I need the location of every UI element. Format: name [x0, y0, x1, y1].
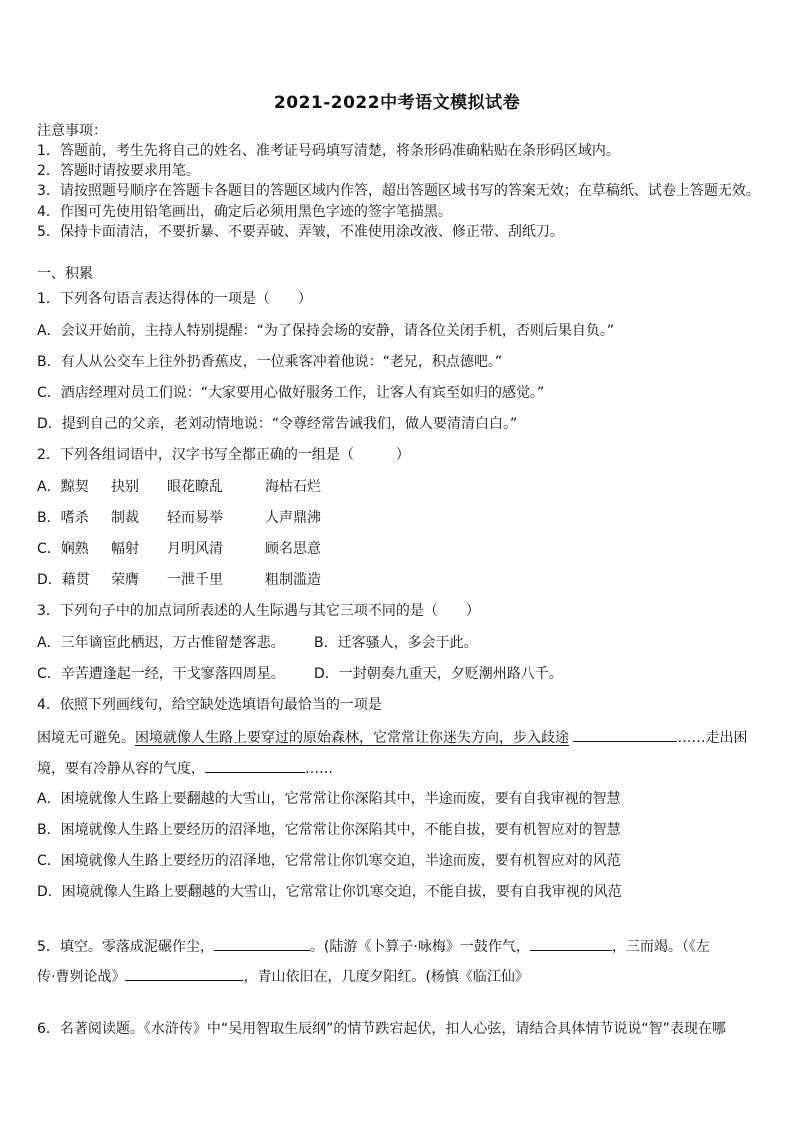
q2-a-word-3: 眼花瞭乱	[167, 479, 223, 495]
q4-underlined-sentence: 困境就像人生路上要穿过的原始森林，它常常让你迷失方向，步入歧途	[135, 730, 569, 746]
q3-option-a: A．三年谪宦此栖迟，万古惟留楚客悲。	[37, 635, 285, 651]
q2-d-word-1: D．藉贯	[37, 572, 90, 588]
notice-item-2: 2．答题时请按要求用笔。	[37, 163, 200, 179]
q2-c-word-3: 月明风清	[167, 541, 223, 557]
q4-blank-2	[205, 758, 305, 773]
q4-blank-1	[573, 727, 677, 742]
notice-heading: 注意事项：	[37, 123, 107, 139]
notice-item-3: 3．请按照题号顺序在答题卡各题目的答题区域内作答，超出答题区域书写的答案无效；在草稿纸、试卷上答题无效。	[37, 183, 760, 199]
q2-c-word-2: 幅射	[111, 541, 139, 557]
q2-stem: 2．下列各组词语中，汉字书写全都正确的一组是（ ）	[37, 447, 410, 463]
q2-d-word-3: 一泄千里	[167, 572, 223, 588]
q1-option-c: C．酒店经理对员工们说：“大家要用心做好服务工作，让客人有宾至如归的感觉。”	[37, 385, 545, 401]
q2-a-word-1: A．黥契	[37, 479, 89, 495]
q2-a-word-2: 抉别	[111, 479, 139, 495]
exam-title: 2021-2022中考语文模拟试卷	[273, 93, 521, 113]
q4-line2-text: 境，要有冷静从容的气度，	[37, 761, 205, 777]
q2-b-word-3: 轻而易举	[167, 510, 223, 526]
q4-option-b: B．困境就像人生路上要经历的沼泽地，它常常让你深陷其中，不能自拔，要有机智应对的智慧	[37, 822, 621, 838]
q4-stem: 4．依照下列画线句，给空缺处选填语句最恰当的一项是	[37, 697, 382, 713]
q4-option-c: C．困境就像人生路上要经历的沼泽地，它常常让你饥寒交迫，半途而废，要有机智应对的风范	[37, 853, 621, 869]
q5-blank-3	[125, 966, 243, 981]
q2-b-word-2: 制裁	[111, 510, 139, 526]
q4-passage-line-2	[37, 758, 333, 779]
q1-stem: 1．下列各句语言表达得体的一项是（ ）	[37, 291, 312, 307]
q4-line1-tail: ……走出困	[677, 730, 748, 746]
q4-line2-tail: ……	[305, 761, 333, 777]
q2-b-word-4: 人声鼎沸	[265, 510, 321, 526]
q3-option-d: D．一封朝奏九重天，夕贬潮州路八千。	[314, 666, 563, 682]
q4-option-a: A．困境就像人生路上要翻越的大雪山，它常常让你深陷其中，半途而废，要有自我审视的智慧	[37, 791, 621, 807]
q3-stem: 3．下列句子中的加点词所表述的人生际遇与其它三项不同的是（ ）	[37, 603, 480, 619]
notice-item-1: 1．答题前，考生先将自己的姓名、准考证号码填写清楚，将条形码准确粘贴在条形码区域内。	[37, 143, 620, 159]
q3-option-c: C．辛苦遭逢起一经，干戈寥落四周星。	[37, 666, 285, 682]
section-heading: 一、积累	[37, 266, 93, 282]
q2-a-word-4: 海枯石烂	[265, 479, 321, 495]
q5-part-2: 。(陆游《卜算子·咏梅》一鼓作气，	[309, 939, 530, 955]
q2-d-word-2: 荣膺	[111, 572, 139, 588]
q5-line-2	[37, 966, 529, 987]
notice-item-4: 4．作图可先使用铅笔画出，确定后必须用黑色字迹的签字笔描黑。	[37, 204, 452, 220]
q1-option-d: D．提到自己的父亲，老刘动情地说：“令尊经常告诫我们，做人要清清白白。”	[37, 416, 518, 432]
q5-blank-1	[214, 936, 310, 951]
q4-option-d: D．困境就像人生路上要翻越的大雪山，它常常让你饥寒交迫，不能自拔，要有自我审视的风范	[37, 884, 622, 900]
q4-passage-line-1	[37, 727, 747, 748]
q2-b-word-1: B．嗜杀	[37, 510, 89, 526]
notice-item-5: 5．保持卡面清洁，不要折暴、不要弄破、弄皱，不准使用涂改液、修正带、刮纸刀。	[37, 224, 564, 240]
q2-c-word-1: C．娴熟	[37, 541, 89, 557]
q1-option-a: A．会议开始前，主持人特别提醒：“为了保持会场的安静，请各位关闭手机，否则后果自负。”	[37, 323, 615, 339]
q2-c-word-4: 顾名思意	[265, 541, 321, 557]
q4-lead-text: 困境无可避免。	[37, 730, 135, 746]
q2-d-word-4: 粗制滥造	[265, 572, 321, 588]
q3-option-b: B．迁客骚人，多会于此。	[314, 635, 478, 651]
q5-part-4: 传·曹刿论战》	[37, 969, 126, 985]
q1-option-b: B．有人从公交车上往外扔香蕉皮，一位乘客冲着他说：“老兄，积点德吧。”	[37, 354, 503, 370]
q5-blank-2	[530, 936, 612, 951]
q5-part-5: ，青山依旧在，几度夕阳红。(杨慎《临江仙》	[243, 969, 529, 985]
q5-part-3: ，三而竭。（《左	[611, 939, 710, 955]
q6-text: 6．名著阅读题。《水浒传》中“吴用智取生辰纲”的情节跌宕起伏，扣人心弦，请结合具体情节说说“智”表现在哪	[37, 1021, 726, 1037]
q5-part-1: 5．填空。零落成泥碾作尘，	[37, 939, 214, 955]
q5-line-1	[37, 936, 710, 957]
